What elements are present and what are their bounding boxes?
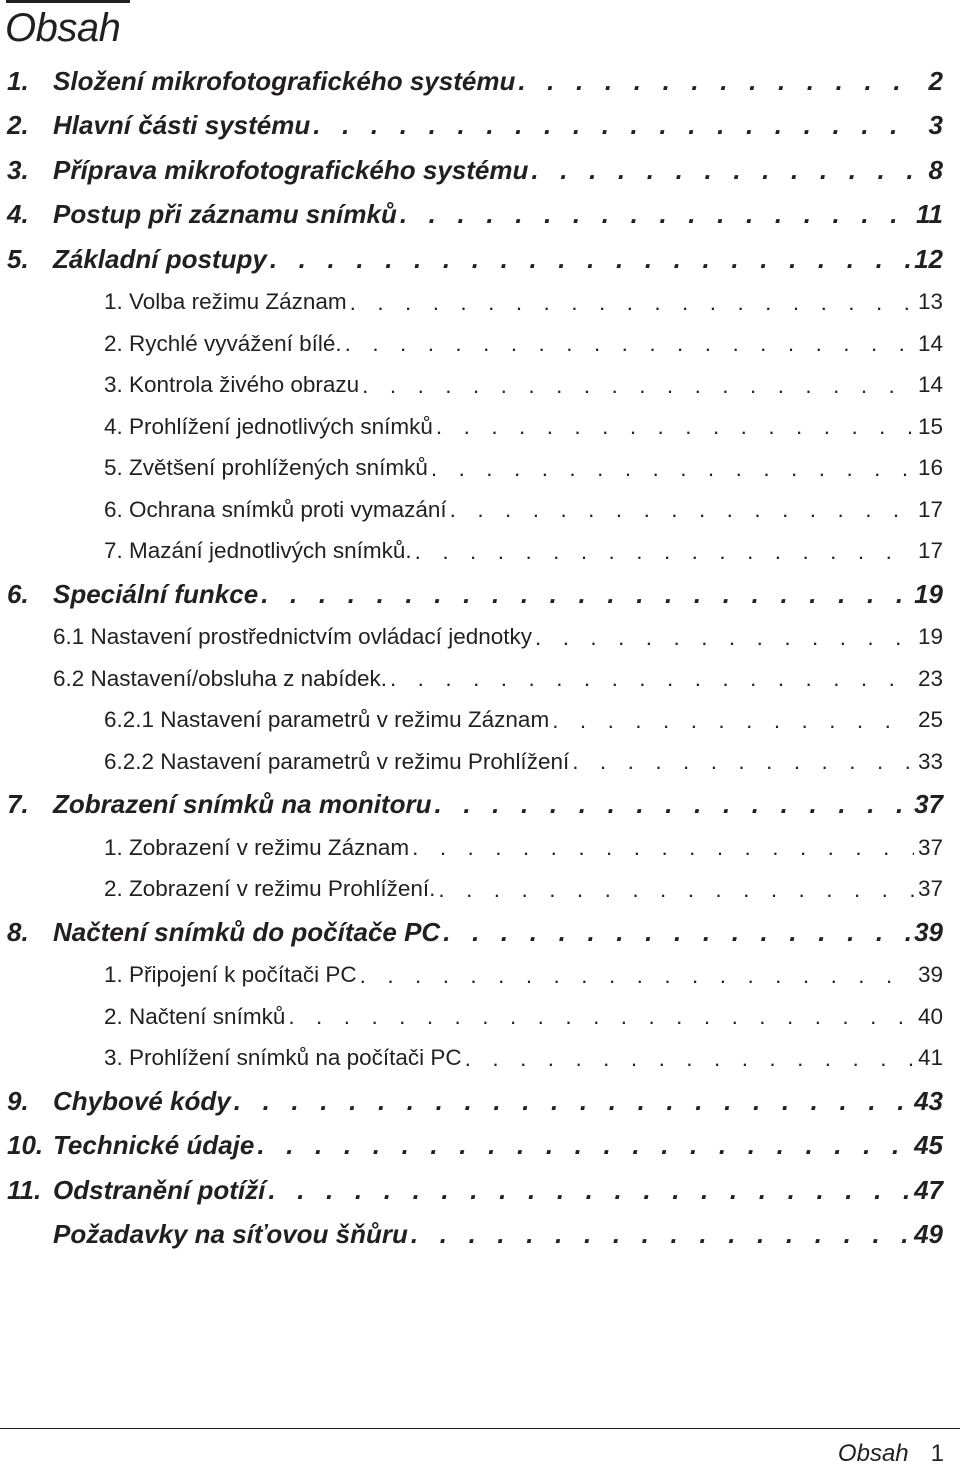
toc-page-number: 33 (917, 748, 943, 774)
top-rule (6, 0, 130, 3)
toc-page-number: 19 (917, 624, 943, 650)
toc-entry-title: Odstranění potíží (53, 1174, 266, 1205)
toc-page-number: 13 (917, 289, 943, 315)
toc-page-number: 45 (914, 1130, 943, 1161)
toc-dot-leader (261, 579, 910, 610)
toc-entry-title: Požadavky na síťovou šňůru (53, 1219, 408, 1250)
toc-entry-title: 4. Prohlížení jednotlivých snímků (104, 413, 433, 439)
toc-dot-leader (450, 496, 914, 523)
footer-rule (0, 1428, 960, 1429)
toc-entry-number: 11. (7, 1174, 42, 1205)
table-of-contents (0, 59, 960, 1257)
toc-dot-leader (234, 1086, 910, 1117)
toc-subentry[interactable] (0, 1038, 960, 1080)
toc-page-number: 41 (917, 1045, 943, 1071)
toc-entry-title: Speciální funkce (53, 578, 259, 609)
toc-page-number: 15 (917, 413, 943, 439)
toc-page-number: 39 (914, 916, 943, 947)
toc-dot-leader (411, 1219, 910, 1250)
toc-dot-leader (465, 1045, 914, 1072)
toc-dot-leader (434, 789, 910, 820)
toc-dot-leader (431, 455, 914, 482)
toc-dot-leader (345, 330, 914, 357)
toc-subentry[interactable] (0, 282, 960, 324)
toc-dot-leader (362, 372, 914, 399)
toc-subentry[interactable] (0, 741, 960, 783)
toc-page-number: 3 (928, 110, 943, 141)
toc-dot-leader (518, 66, 919, 97)
toc-subentry[interactable] (0, 658, 960, 700)
toc-chapter-entry[interactable] (0, 1124, 960, 1169)
toc-entry-title: 1. Připojení k počítači PC (104, 962, 357, 988)
toc-entry-number: 4. (7, 199, 29, 230)
toc-dot-leader (350, 289, 914, 316)
toc-entry-number: 5. (7, 243, 29, 274)
toc-chapter-entry[interactable] (0, 104, 960, 149)
toc-chapter-entry[interactable] (0, 148, 960, 193)
toc-dot-leader (257, 1130, 910, 1161)
toc-page-number: 25 (917, 707, 943, 733)
toc-dot-leader (531, 155, 919, 186)
toc-subentry[interactable] (0, 869, 960, 911)
toc-subentry[interactable] (0, 531, 960, 573)
toc-entry-number: 7. (7, 789, 29, 820)
toc-chapter-entry[interactable] (0, 193, 960, 238)
toc-page-number: 40 (917, 1003, 943, 1029)
toc-page-number: 2 (928, 65, 943, 96)
toc-subentry[interactable] (0, 996, 960, 1038)
toc-page-number: 17 (917, 538, 943, 564)
toc-entry-title: 6. Ochrana snímků proti vymazání (104, 496, 447, 522)
toc-chapter-entry[interactable] (0, 572, 960, 617)
toc-dot-leader (288, 1003, 914, 1030)
toc-page-number: 12 (914, 243, 943, 274)
toc-chapter-entry[interactable] (0, 237, 960, 282)
toc-entry-title: 6.2 Nastavení/obsluha z nabídek. (53, 665, 387, 691)
toc-entry-title: Hlavní části systému (53, 110, 311, 141)
toc-dot-leader (268, 1175, 910, 1206)
toc-page-number: 11 (916, 199, 943, 230)
toc-entry-number: 10. (7, 1130, 44, 1161)
toc-dot-leader (400, 199, 912, 230)
toc-subentry[interactable] (0, 323, 960, 365)
toc-entry-title: Chybové kódy (53, 1085, 231, 1116)
toc-chapter-entry[interactable] (0, 1213, 960, 1258)
toc-subentry[interactable] (0, 448, 960, 490)
toc-dot-leader (412, 834, 914, 861)
toc-chapter-entry[interactable] (0, 910, 960, 955)
toc-entry-number: 9. (7, 1085, 29, 1116)
toc-entry-title: 2. Načtení snímků (104, 1003, 286, 1029)
page-footer (838, 1440, 944, 1468)
toc-dot-leader (535, 624, 914, 651)
toc-page-number: 16 (917, 455, 943, 481)
toc-entry-title: 3. Kontrola živého obrazu (104, 372, 360, 398)
footer-page-number: 1 (930, 1440, 944, 1467)
toc-page-number: 49 (914, 1219, 943, 1250)
toc-page-number: 14 (917, 330, 943, 356)
toc-entry-title: Složení mikrofotografického systému (53, 65, 516, 96)
toc-subentry[interactable] (0, 365, 960, 407)
toc-subentry[interactable] (0, 617, 960, 659)
toc-entry-title: Načtení snímků do počítače PC (53, 916, 441, 947)
toc-entry-title: 6.2.2 Nastavení parametrů v režimu Prohlížení (104, 748, 570, 774)
toc-dot-leader (415, 538, 914, 565)
toc-dot-leader (443, 917, 910, 948)
toc-entry-title: Postup při záznamu snímků (53, 199, 397, 230)
toc-dot-leader (552, 707, 914, 734)
toc-dot-leader (390, 665, 914, 692)
toc-page-number: 17 (917, 496, 943, 522)
toc-dot-leader (313, 110, 919, 141)
toc-entry-title: Základní postupy (53, 243, 267, 274)
toc-entry-title: Technické údaje (53, 1130, 255, 1161)
footer-section: Obsah (837, 1440, 909, 1467)
toc-dot-leader (572, 748, 914, 775)
toc-entry-number: 6. (7, 578, 29, 609)
toc-entry-number: 2. (7, 110, 29, 141)
toc-dot-leader (438, 876, 914, 903)
toc-subentry[interactable] (0, 489, 960, 531)
toc-entry-number: 8. (7, 916, 29, 947)
toc-subentry[interactable] (0, 700, 960, 742)
toc-entry-title: 1. Zobrazení v režimu Záznam (104, 834, 410, 860)
page-title: Obsah (5, 6, 121, 50)
toc-entry-title: 2. Rychlé vyvážení bílé. (104, 330, 342, 356)
toc-chapter-entry[interactable] (0, 1079, 960, 1124)
toc-page-number: 23 (917, 665, 943, 691)
toc-dot-leader (360, 962, 914, 989)
toc-page-number: 19 (914, 578, 943, 609)
toc-entry-number: 3. (7, 154, 29, 185)
toc-entry-title: Zobrazení snímků na monitoru (53, 789, 432, 820)
toc-entry-title: 3. Prohlížení snímků na počítači PC (104, 1045, 462, 1071)
toc-page-number: 14 (917, 372, 943, 398)
toc-entry-title: 2. Zobrazení v režimu Prohlížení. (104, 876, 436, 902)
toc-page-number: 47 (914, 1174, 943, 1205)
toc-entry-number: 1. (7, 65, 29, 96)
toc-entry-title: 6.1 Nastavení prostřednictvím ovládací jednotky (53, 624, 532, 650)
toc-entry-title: 1. Volba režimu Záznam (104, 289, 347, 315)
toc-page-number: 37 (917, 876, 943, 902)
toc-subentry[interactable] (0, 955, 960, 997)
toc-page-number: 39 (917, 962, 943, 988)
toc-page-number: 37 (917, 834, 943, 860)
toc-page-number: 37 (914, 789, 943, 820)
toc-chapter-entry[interactable] (0, 1168, 960, 1213)
toc-entry-title: Příprava mikrofotografického systému (53, 154, 529, 185)
toc-entry-title: 7. Mazání jednotlivých snímků. (104, 538, 412, 564)
toc-subentry[interactable] (0, 406, 960, 448)
toc-chapter-entry[interactable] (0, 783, 960, 828)
toc-chapter-entry[interactable] (0, 59, 960, 104)
toc-dot-leader (436, 413, 914, 440)
toc-entry-title: 5. Zvětšení prohlížených snímků (104, 455, 428, 481)
toc-subentry[interactable] (0, 827, 960, 869)
toc-dot-leader (270, 244, 910, 275)
toc-page-number: 43 (914, 1085, 943, 1116)
toc-entry-title: 6.2.1 Nastavení parametrů v režimu Záznam (104, 707, 550, 733)
toc-page-number: 8 (928, 154, 943, 185)
